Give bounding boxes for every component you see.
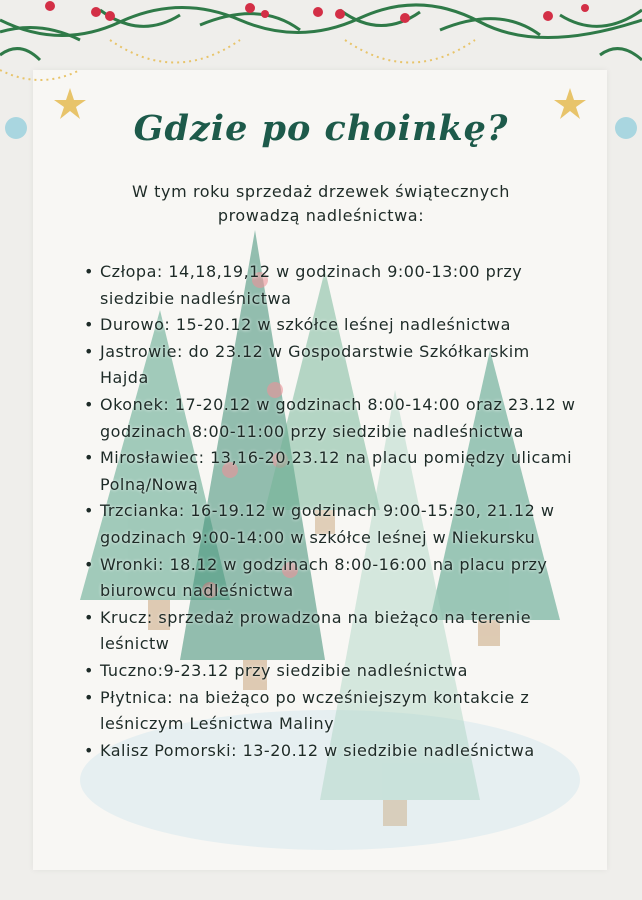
list-item-text: Wronki: 18.12 w godzinach 8:00-16:00 na placu przy biurowcu nadleśnictwa: [100, 554, 548, 601]
bullet: •: [84, 394, 94, 414]
list-item-text: Jastrowie: do 23.12 w Gospodarstwie Szkółkarskim Hajda: [100, 341, 530, 388]
list-item-text: Trzcianka: 16-19.12 w godzinach 9:00-15:30, 21.12 w godzinach 9:00-14:00 w szkółce leśnej w Niekursku: [100, 501, 555, 547]
list-item-text: Durowo: 15-20.12 w szkółce leśnej nadleśnictwa: [100, 315, 511, 335]
list-item-text: Płytnica: na bieżąco po wcześniejszym kontakcie z leśniczym Leśnictwa Maliny: [100, 687, 530, 734]
list-item: [84, 392, 584, 445]
list-item: [84, 445, 584, 498]
bullet: •: [84, 660, 94, 680]
list-item: [84, 498, 584, 551]
list-item-text: Człopa: 14,18,19,12 w godzinach 9:00-13:00 przy siedzibie nadleśnictwa: [100, 262, 523, 308]
list-item-text: Okonek: 17-20.12 w godzinach 8:00-14:00 oraz 23.12 w godzinach 8:00-11:00 przy siedzibie nadleśnictwa: [100, 394, 576, 441]
bullet: •: [84, 341, 94, 361]
bullet: •: [84, 687, 94, 707]
list-item-text: Kalisz Pomorski: 13-20.12 w siedzibie nadleśnictwa: [100, 740, 535, 760]
list-item: [84, 312, 584, 339]
list-item: [84, 339, 584, 392]
list-item: [84, 552, 584, 605]
intro-text: W tym roku sprzedaż drzewek świątecznych prowadzą nadleśnictwa:: [132, 182, 510, 225]
bullet: •: [84, 501, 94, 521]
list-item: [84, 259, 584, 312]
bullet: •: [84, 554, 94, 574]
list-item-text: Mirosławiec: 13,16-20,23.12 na placu pomiędzy ulicami Polną/Nową: [100, 448, 573, 494]
list-item-text: Krucz: sprzedaż prowadzona na bieżąco na terenie leśnictw: [100, 607, 532, 654]
page-title: Gdzie po choinkę?: [133, 108, 509, 149]
bullet: •: [84, 607, 94, 627]
bullet: •: [84, 315, 94, 335]
sales-locations-list: [84, 259, 584, 764]
bullet: •: [84, 740, 94, 760]
bullet: •: [84, 262, 94, 281]
list-item-text: Tuczno:9-23.12 przy siedzibie nadleśnictwa: [100, 660, 468, 680]
list-item: [84, 605, 584, 658]
list-item: [84, 685, 584, 738]
bullet: •: [84, 448, 94, 468]
list-item: [84, 658, 584, 685]
list-item: [84, 738, 584, 765]
